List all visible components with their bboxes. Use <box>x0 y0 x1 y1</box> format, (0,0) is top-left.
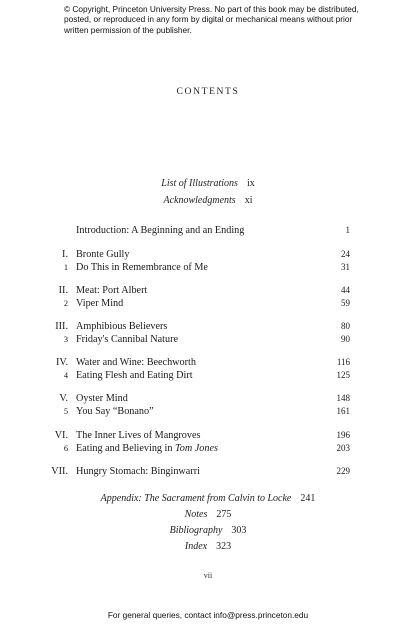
toc-entry-page: 116 <box>336 357 350 367</box>
page-title: CONTENTS <box>176 86 240 97</box>
toc-entry-number: I. <box>62 249 68 260</box>
toc-entry-title: List of Illustrations <box>161 178 238 189</box>
toc-entry-number: IV. <box>56 357 68 368</box>
toc-entry-page: 148 <box>336 393 350 403</box>
toc-entry-title: Viper Mind <box>76 298 124 309</box>
toc-entry-number: V. <box>59 393 68 404</box>
toc-entry-number: 1 <box>63 263 68 272</box>
toc-entry-number: 4 <box>63 371 68 380</box>
toc-entry-title: You Say “Bonano” <box>76 406 154 417</box>
toc-entry-back[interactable] <box>0 525 416 536</box>
toc-entry-front[interactable] <box>0 178 416 189</box>
toc-entry-title: Bibliography <box>169 525 223 536</box>
toc-entry-title: Oyster Mind <box>76 393 128 404</box>
toc-entry-page: 31 <box>341 262 350 272</box>
toc-entry-page: 125 <box>336 370 350 380</box>
toc-entry-number: VII. <box>51 466 68 477</box>
toc-entry-chapter[interactable] <box>50 369 350 382</box>
toc-entry-number: II. <box>58 285 68 296</box>
toc-entry-number: 6 <box>63 444 68 453</box>
toc-entry-part[interactable] <box>50 356 350 369</box>
toc-entry-title-text: Eating and Believing in <box>76 443 176 454</box>
toc-entry-number: 5 <box>63 407 68 416</box>
toc-entry-title-italic: Tom Jones <box>175 443 218 454</box>
toc-entry-part[interactable] <box>50 465 350 478</box>
toc-entry-page: 241 <box>300 493 316 504</box>
toc-entry-number: 3 <box>63 335 68 344</box>
toc-entry-chapter[interactable] <box>50 442 350 455</box>
toc-entry-title: Notes <box>184 509 208 520</box>
toc-entry-page: 275 <box>216 509 232 520</box>
toc-entry-title <box>76 442 218 455</box>
toc-entry-title: Water and Wine: Beechworth <box>76 357 196 368</box>
toc-entry-part[interactable] <box>50 248 350 261</box>
toc-entry-title: The Inner Lives of Mangroves <box>76 430 201 441</box>
toc-entry-part[interactable] <box>50 392 350 405</box>
toc-entry-chapter[interactable] <box>50 261 350 274</box>
toc-entry-introduction[interactable] <box>50 224 350 237</box>
toc-entry-page: 203 <box>336 443 350 453</box>
toc-entry-chapter[interactable] <box>50 297 350 310</box>
toc-entry-back[interactable] <box>0 509 416 520</box>
toc-entry-page: 24 <box>341 249 350 259</box>
toc-entry-page: 323 <box>216 541 232 552</box>
toc-entry-page: ix <box>246 178 255 189</box>
toc-entry-back[interactable] <box>0 493 416 504</box>
toc-entry-page: 1 <box>345 225 350 235</box>
toc-entry-number: 2 <box>63 299 68 308</box>
toc-entry-back[interactable] <box>0 541 416 552</box>
toc-entry-page: 229 <box>336 466 350 476</box>
toc-entry-page: 161 <box>336 406 350 416</box>
toc-entry-title: Appendix: The Sacrament from Calvin to Locke <box>100 493 292 504</box>
toc-entry-page: 44 <box>341 285 350 295</box>
toc-entry-chapter[interactable] <box>50 405 350 418</box>
toc-entry-page: 196 <box>336 430 350 440</box>
toc-entry-title: Meat: Port Albert <box>76 285 148 296</box>
toc-entry-part[interactable] <box>50 284 350 297</box>
toc-entry-page: 80 <box>341 321 350 331</box>
toc-entry-page: 59 <box>341 298 350 308</box>
toc-entry-chapter[interactable] <box>50 333 350 346</box>
toc-entry-part[interactable] <box>50 320 350 333</box>
toc-entry-title: Eating Flesh and Eating Dirt <box>76 370 193 381</box>
toc-entry-title: Acknowledgments <box>163 195 236 206</box>
toc-entry-title: Do This in Remembrance of Me <box>76 262 208 273</box>
toc-entry-title: Introduction: A Beginning and an Ending <box>76 225 245 236</box>
toc-entry-page: 303 <box>231 525 247 536</box>
toc-entry-title: Index <box>184 541 208 552</box>
toc-entry-page: 90 <box>341 334 350 344</box>
toc-entry-title: Friday's Cannibal Nature <box>76 334 178 345</box>
toc-entry-part[interactable] <box>50 429 350 442</box>
toc-entry-front[interactable] <box>0 195 416 206</box>
page-number: vii <box>203 571 213 580</box>
toc-entry-title: Amphibious Believers <box>76 321 168 332</box>
toc-entry-title: Hungry Stomach: Binginwarri <box>76 466 200 477</box>
copyright-notice: © Copyright, Princeton University Press. No part of this book may be distributed, posted, or reproduced in any form by digital or mechanical means without prior written permission of the publisher. <box>64 4 359 35</box>
toc-entry-number: III. <box>55 321 68 332</box>
toc-entry-title: Bronte Gully <box>76 249 130 260</box>
footer-contact: For general queries, contact info@press.princeton.edu <box>107 610 309 620</box>
toc-entry-page: xi <box>244 195 253 206</box>
toc-entry-number: VI. <box>54 430 68 441</box>
